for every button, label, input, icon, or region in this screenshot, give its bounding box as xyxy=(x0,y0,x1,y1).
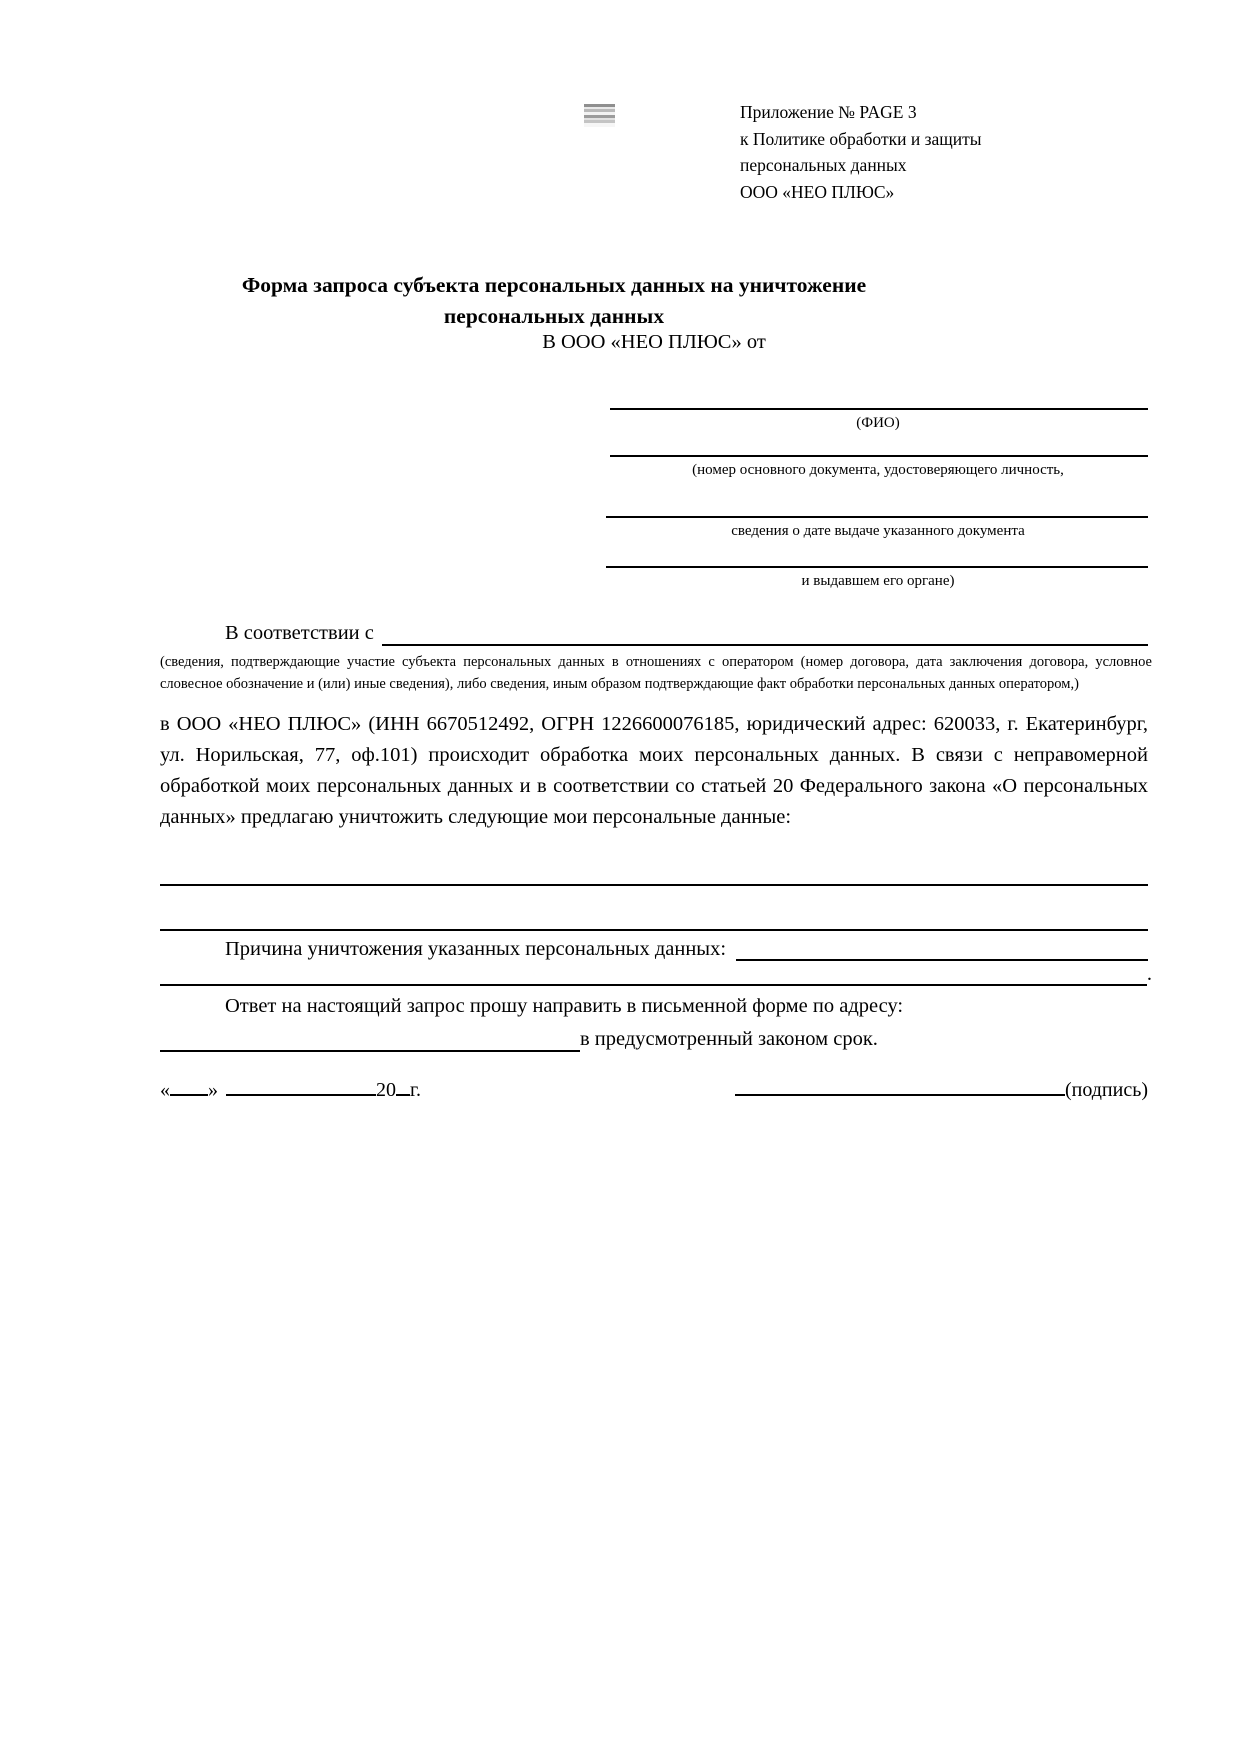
fill-line-issuing-authority xyxy=(606,566,1148,568)
caption-issue-date: сведения о дате выдаче указанного документа xyxy=(731,523,1025,539)
fill-line-fio xyxy=(610,408,1148,410)
open-quote-mark: « xyxy=(160,1079,170,1101)
address-fill-line xyxy=(160,1024,580,1052)
response-address-line: Ответ на настоящий запрос прошу направить в письменной форме по адресу: xyxy=(225,995,904,1017)
reason-continuation-fill-line xyxy=(160,960,1147,986)
annex-line-2: к Политике обработки и защиты xyxy=(740,128,982,149)
caption-issuing-authority: и выдавшем его органе) xyxy=(801,573,955,589)
reason-row xyxy=(160,935,1148,963)
caption-fio: (ФИО) xyxy=(856,415,900,431)
annex-line-1: Приложение № PAGE 3 xyxy=(740,102,917,122)
document-title-line-1: Форма запроса субъекта персональных данных на уничтожение xyxy=(241,273,867,297)
date-signature-row xyxy=(160,1076,1148,1104)
blank-fill-line-2 xyxy=(160,929,1148,931)
reason-continuation-row xyxy=(160,960,1152,988)
embedded-object-icon xyxy=(584,104,615,127)
date-part xyxy=(160,1076,421,1104)
year-prefix: 20 xyxy=(376,1079,396,1101)
close-quote-mark: » xyxy=(208,1079,218,1101)
document-title xyxy=(60,270,1048,332)
body-paragraph: в ООО «НЕО ПЛЮС» (ИНН 6670512492, ОГРН 1226600076185, юридический адрес: 620033, г. Екатеринбург, ул. Норильская, 77, оф.101) происходит обработка моих персональных данных. В связи с неправомерной обработкой моих персональных данных и в соответствии со статьей 20 Федерального закона «О персональных данных» предлагаю уничтожить следующие мои персональные данные: xyxy=(160,713,1148,828)
accordance-note: (сведения, подтверждающие участие субъекта персональных данных в отношениях с оператором (номер договора, дата заключения договора, условное словесное обозначение и (или) иные сведения), либо сведения, иным образом подтверждающие факт обработки персональных данных оператором,) xyxy=(160,654,1152,693)
accordance-fill-line xyxy=(382,618,1148,646)
fill-line-issue-date xyxy=(606,516,1148,518)
reason-fill-line xyxy=(736,935,1148,961)
annex-line-4: ООО «НЕО ПЛЮС» xyxy=(740,181,895,202)
signature-caption: (подпись) xyxy=(1064,1079,1148,1101)
signature-part xyxy=(735,1076,1148,1104)
response-term-row xyxy=(160,1024,1148,1054)
reason-label: Причина уничтожения указанных персональных данных: xyxy=(225,938,727,960)
accordance-lead: В соответствии с xyxy=(225,622,374,644)
year-fill-line xyxy=(396,1076,410,1096)
annex-header-block xyxy=(740,99,1090,205)
accordance-paragraph xyxy=(160,618,1148,648)
period-mark: . xyxy=(1146,963,1152,985)
signature-fill-line xyxy=(735,1076,1065,1096)
caption-document-number: (номер основного документа, удостоверяющего личность, xyxy=(692,462,1064,478)
document-title-line-2: персональных данных xyxy=(443,304,665,328)
response-term-text: в предусмотренный законом срок. xyxy=(580,1028,878,1050)
year-suffix: г. xyxy=(410,1079,421,1101)
addressee-line: В ООО «НЕО ПЛЮС» от xyxy=(542,331,766,353)
month-fill-line xyxy=(226,1076,376,1096)
annex-line-3: персональных данных xyxy=(740,155,907,175)
day-fill-line xyxy=(170,1076,208,1096)
blank-fill-line-1 xyxy=(160,884,1148,886)
fill-line-document-number xyxy=(610,455,1148,457)
